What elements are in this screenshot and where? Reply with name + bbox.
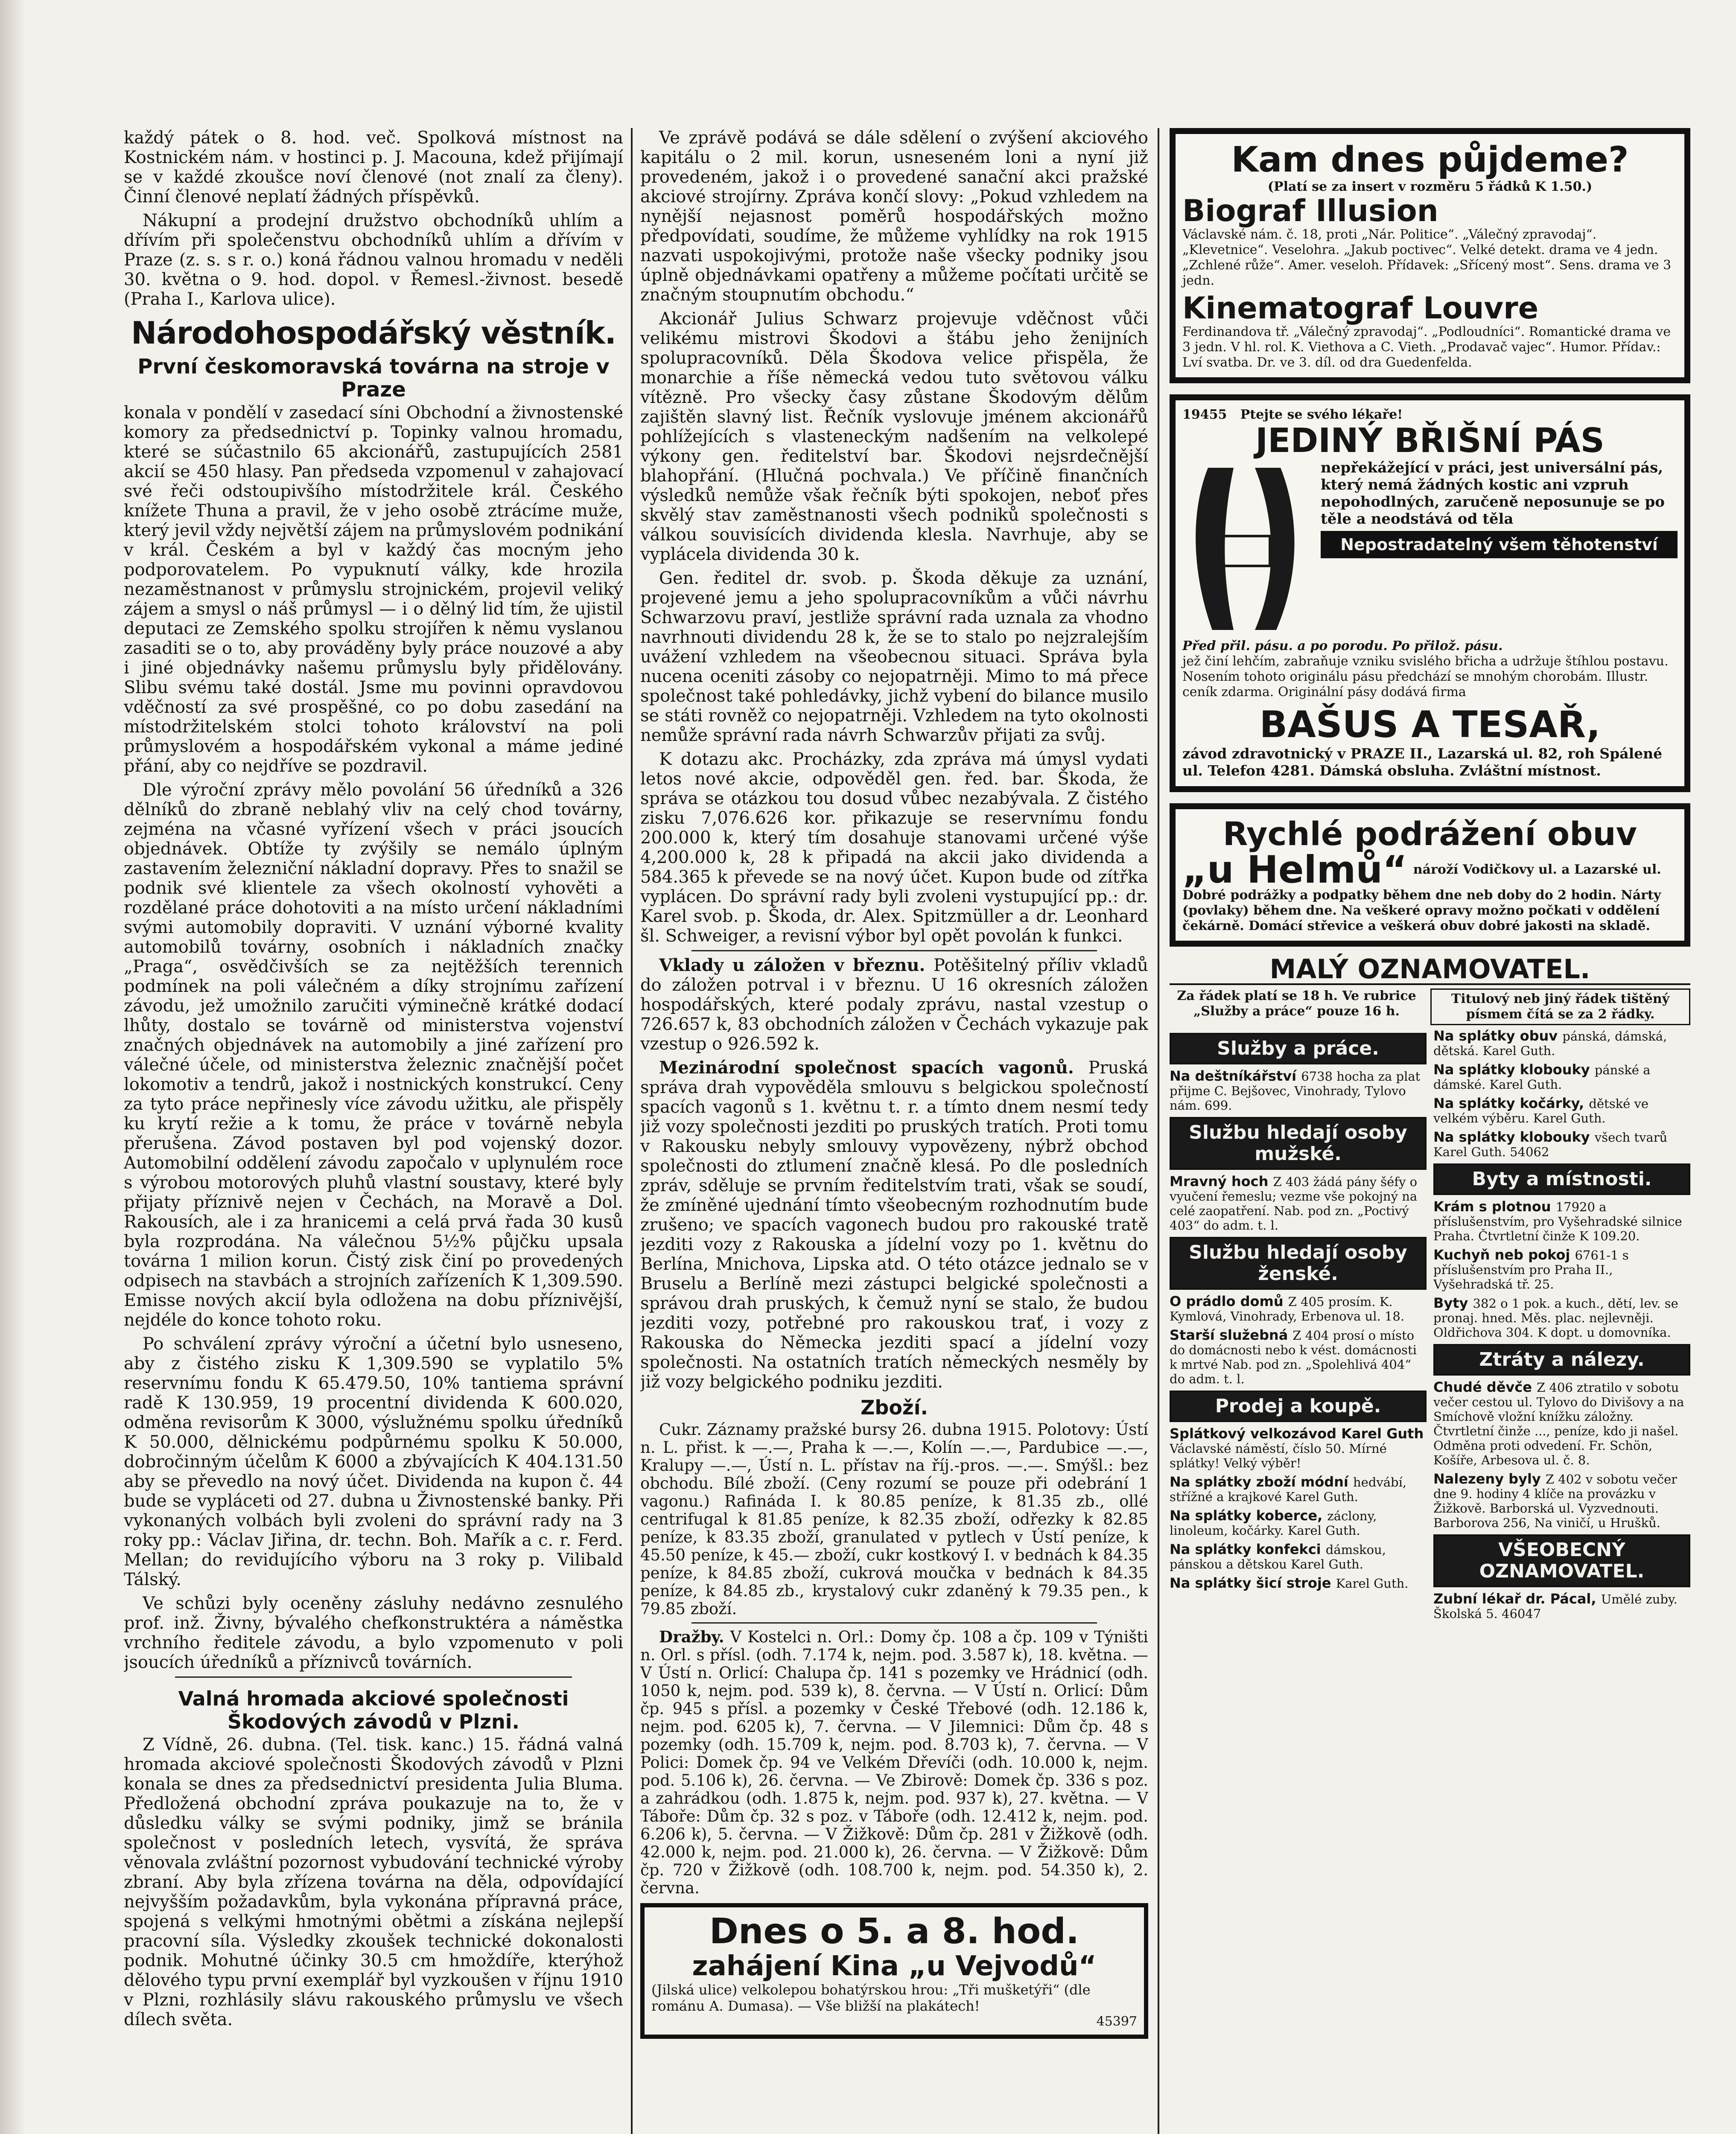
news-heading: Vklady u záložen v březnu. — [659, 955, 925, 975]
article-paragraph: Z Vídně, 26. dubna. (Tel. tisk. kanc.) 15. řádná valná hromada akciové společnosti Škodových závodů v Plzni konala se dnes za předsednictví presidenta Julia Bluma. Předložená obchodní zpráva poukazuje na to, že v důsledku války se svými podniky, jimž se bránila společnost v posledních letech, vysvítá, že správa věnovala zvláštní pozornost vybudování technické výroby zbraní. Aby byla zřízena továrna na děla, odpovídající nejvyšším požadavkům, byla vykonána přípravná práce, spojená s velkými hmotnými obětmi a získána nejlepší pracovní síla. Výsledky zkoušek technické dokonalosti podnik. Mohutné účinky 30.5 cm hmoždíře, kterýhož dělového typu první exemplář byl vyzkoušen v říjnu 1910 v Plzni, rozhlásily slávu rakouského průmyslu ve všech dílech světa. — [124, 1735, 623, 2029]
classified-ad-heading: Chudé děvče — [1433, 1379, 1537, 1395]
classified-ad-heading: Zubní lékař dr. Pácal, — [1433, 1591, 1601, 1607]
article-paragraph: K dotazu akc. Procházky, zda zpráva má úmysl vydati letos nové akcie, odpověděl gen. řed. bar. Škoda, že správa se otázkou tou dosud vůbec nezabývala. Z čistého zisku 7,076.626 kor. přikazuje se reservnímu fondu 200.000 k, který tím dosahuje stanovami určené výše 4,200.000 k, 28 k připadá na akcii jako dividenda a 584.365 k převede se na nový účet. Kupon bude od zítřka vyplácen. Do správní rady byli zvoleni vystupující pp.: dr. Karel svob. p. Škoda, dr. Alex. Spitzmüller a dr. Leonhard šl. Schweiger, a revisní výbor byl opět povolán k funkci. — [640, 749, 1148, 946]
classified-ad — [1170, 1508, 1427, 1538]
shoe-ad-location: nároží Vodičkovy ul. a Lazarské ul. — [1413, 862, 1661, 877]
classified-ad-text: záclony, linoleum, kočárky. Karel Guth. — [1170, 1509, 1377, 1538]
column-rule — [1158, 128, 1159, 2134]
news-text: Potěšitelný příliv vkladů do záložen potrval i v březnu. U 16 okresních záložen hospodářských, které podaly zprávu, nastal vzestup o 726.657 k, 83 obchodních záložen v Čechách vykazuje pak vzestup o 926.592 k. — [640, 956, 1148, 1054]
classified-ad — [1433, 1248, 1690, 1291]
section-title: Národohospodářský věstník. — [131, 315, 616, 351]
article-paragraph: Ve schůzi byly oceněny zásluhy nedávno zesnulého prof. inž. Živny, bývalého chefkonstruktéra a náměstka vrchního ředitele závodu, a bylo vzpomenuto v poli jsoucích úředníků a příznivců továrních. — [124, 1594, 623, 1672]
classified-ad-text: dětské ve velkém výběru. Karel Guth. — [1433, 1096, 1649, 1125]
classified-ad — [1170, 1294, 1427, 1324]
shoe-ad-brand: „u Helmů“ — [1182, 848, 1407, 892]
cinema-ad-number: 45397 — [1096, 2014, 1137, 2029]
divider — [691, 1622, 1097, 1624]
classified-ad — [1170, 1328, 1427, 1386]
classified-ad — [1170, 1475, 1427, 1504]
guide-title: Kam dnes půjdeme? — [1231, 140, 1629, 180]
ad-number: 19455 — [1182, 407, 1227, 422]
belt-illustration — [1182, 459, 1310, 638]
classified-ad-text: Umělé zuby. Školská 5. 46047 — [1433, 1592, 1678, 1621]
classified-ad-text: Z 402 v sobotu večer dne 9. hodiny 4 klíče na provázku v Žižkově. Barborská ul. Vyzvednouti. Barborova 256, Na viničí, u Hrušků. — [1433, 1472, 1678, 1530]
classified-ad-heading: Na deštníkářství — [1170, 1068, 1301, 1084]
column-rule — [631, 128, 633, 2134]
classified-ad — [1433, 1380, 1690, 1467]
article-paragraph: konala v pondělí v zasedací síni Obchodní a živnostenské komory za předsednictví p. Topinky valnou hromadu, které se súčastnilo 65 akcionářů, zastupujících 2581 akcií se 450 hlasy. Pan předseda vzpomenul v zahajovací své řeči odstoupivšího místodržitele král. Českého knížete Thuna a pravil, že v jeho osobě ztrácíme muže, který jevil vždy největší zájem na průmyslovém podnikání v král. Českém a byl v každý čas mocným jeho podporovatelem. Po vypuknutí války, kde hrozila nezaměstnanost v průmyslu strojnickém, projevil veliký zájem a smysl o náš průmysl — i o dělný lid tím, že ujistil deputaci ze Zemského spolku strojířen k němu vyslanou zasaditi se o to, aby prováděny byly práce nouzové a aby i jiné objednávky našemu průmyslu byly přidělovány. Slibu svému také dostál. Jsme mu povinni opravdovou vděčností za své prospěšné, co po dobu zasedání na místodržitelském stolci tohoto království na poli průmyslovém a hospodářském vykonal a máme jediné přání, aby co nejdříve se pozdravil. — [124, 403, 623, 776]
cinema-ad-text: (Jilská ulice) velkolepou bohatýrskou hrou: „Tři mušketýři“ (dle románu A. Dumasa). — Vše bližší na plakátech! — [651, 1982, 1091, 2014]
column-2 — [640, 128, 1148, 2134]
classified-ad — [1170, 1426, 1427, 1470]
belt-ad-text: nepřekážející v práci, jest universální pás, který nemá žádných kostic ani vzpruh nepohodlných, zaručeně neposunuje se po těle a neodstává od těla — [1321, 459, 1665, 528]
cinema-name: Kinematograf Louvre — [1182, 291, 1539, 326]
classified-ad-text: všech tvarů Karel Guth. 54062 — [1433, 1130, 1668, 1159]
classified-ad-heading: Kuchyň neb pokoj — [1433, 1247, 1575, 1263]
classified-ad-heading: Na splátky koberce, — [1170, 1507, 1328, 1524]
classified-ad — [1433, 1199, 1690, 1243]
article-paragraph: Akcionář Julius Schwarz projevuje vděčnost vůči velikému mistrovi Škodovi a štábu jeho ženijních spolupracovníků. Děla Škodova velice přispěla, že monarchie a říše německá vedou tuto světovou válku vítězně. Pro všecky časy zůstane Škodovým dělům zajištěn slavný list. Řečník vyslovuje jménem akcionářů pohlížejících s vlasteneckým nadšením na velkolepé výkony gen. ředitelství bar. Škodovi nejsrdečnější blahopřání. (Hlučná pochvala.) Ve příčině finančních výsledků nemůže však řečník býti spokojen, neboť přes skvělý stav zaměstnanosti všech podniků společnosti s válkou souvisících dividenda klesla. Navrhuje, aby se vyplácela dividenda 30 k. — [640, 309, 1148, 564]
article-paragraph: Gen. ředitel dr. svob. p. Škoda děkuje za uznání, projevené jemu a jeho spolupracovníkům a vůči návrhu Schwarzovu praví, jestliže správní rada uznala za vhodno navrhnouti dividendu 28 k, že se to stalo po nejzralejším uvážení vzhledem na všeobecnou situaci. Správa byla nucena oceniti zásoby co nejopatrněji. Mimo to má přece společnost také pohledávky, jichž vybení do bilance musilo se státi rovněž co nejopatrněji. Vzhledem na tyto okolnosti nemůže správní rada návrh Schwarzův přijati za svůj. — [640, 568, 1148, 745]
article-paragraph: Ve zprávě podává se dále sdělení o zvýšení akciového kapitálu o 2 mil. korun, usneseném loni a nyní již provedeném, jakož i o provedené sanační akci pražské akciové strojírny. Zpráva končí slovy: „Pokud vzhledem na nynější nejasnost poměrů hospodářských možno předpovídati, soudíme, že můžeme vyhlídky na rok 1915 nazvati uspokojivými, protože naše všecky podniky jsou úplně objednávkami opatřeny a můžeme počítati určitě se značným stoupnutím obchodu.“ — [640, 128, 1148, 305]
article-title: První českomoravská továrna na stroje v Praze — [137, 355, 610, 402]
classified-ad-text: Z 404 prosí o místo do domácnosti nebo k vést. domácnosti k mrtvé Nab. pod zn. „Spolehlivá 404“ do adm. t. l. — [1170, 1328, 1417, 1386]
classified-ad-heading: Na splátky konfekci — [1170, 1541, 1326, 1557]
classified-ad-text: Z 406 ztratilo v sobotu večer cestou ul. Tylovo do Divišovy a na Smíchově vložní knížku záložny. Čtvrtletní činže ..., peníze, kdo ji našel. Odměna proti odvedení. Fr. Schön, Košíře, Arbesova ul. č. 8. — [1433, 1380, 1684, 1467]
classified-ad-text: 6761-1 s příslušenstvím pro Praha II., Vyšehradská tř. 25. — [1433, 1248, 1629, 1291]
classifieds — [1170, 953, 1690, 1625]
classified-ad-heading: O prádlo domů — [1170, 1293, 1288, 1309]
classified-ad-heading: Na splátky klobouky — [1433, 1129, 1595, 1145]
classified-ad-text: Václavské náměstí, číslo 50. Mírné splátky! Velký výběr! — [1170, 1441, 1387, 1470]
classified-ad-text: pánské a dámské. Karel Guth. — [1433, 1063, 1651, 1092]
classifieds-note: Titulový neb jiný řádek tištěný písmem čítá se za 2 řádky. — [1430, 988, 1690, 1025]
classified-category: Ztráty a nálezy. — [1433, 1344, 1690, 1376]
belt-ad-title: JEDINÝ BŘIŠNÍ PÁS — [1255, 422, 1605, 460]
classified-ad — [1170, 1174, 1427, 1233]
column-3 — [1170, 128, 1690, 2134]
ad-subtitle: Ptejte se svého lékaře! — [1240, 407, 1403, 422]
belt-ad-text-2: jež činí lehčím, zabraňuje vzniku svislého břicha a udržuje štíhlou postavu. Nosením tohoto originálu pásu předchází se mnohým chorobám. Illustr. ceník zdarma. Originální pásy dodává firma — [1182, 654, 1669, 700]
classifieds-right — [1433, 1029, 1690, 1625]
classified-category: VŠEOBECNÝ OZNAMOVATEL. — [1433, 1534, 1690, 1587]
classified-ad-heading: Nalezeny byly — [1433, 1471, 1546, 1487]
classifieds-pricing: Za řádek platí se 18 h. Ve rubrice „Služby a práce“ pouze 16 h. — [1177, 988, 1416, 1019]
classified-category: Službu hledají osoby ženské. — [1170, 1237, 1427, 1290]
classified-ad-text: Z 403 žádá pány šéfy o vyučení řemeslu; vezme vše pokojný na celé zaopatření. Nab. pod zn. „Poctivý 403“ do adm. t. l. — [1170, 1175, 1418, 1233]
classified-ad — [1433, 1592, 1690, 1621]
classified-ad-text: pánská, dámská, dětská. Karel Guth. — [1433, 1029, 1667, 1058]
divider — [175, 1676, 572, 1678]
cinema-program: Ferdinandova tř. „Válečný zpravodaj“. „Podloudníci“. Romantické drama ve 3 jedn. V hl. rol. K. Viethova a C. Vieth. „Prodavač vajec“. Humor. Přídav.: Lví svatba. Dr. ve 3. díl. od dra Guedenfelda. — [1182, 324, 1671, 370]
classified-ad-heading: Mravný hoch — [1170, 1173, 1273, 1189]
classified-ad-heading: Na splátky obuv — [1433, 1028, 1563, 1044]
divider — [691, 950, 1097, 951]
classified-category: Službu hledají osoby mužské. — [1170, 1117, 1427, 1170]
classified-ad-heading: Krám s plotnou — [1433, 1198, 1556, 1215]
cinema-ad-title: Dnes o 5. a 8. hod. — [709, 1911, 1080, 1952]
classified-ad-text: hedvábí, střížné a krajkové Karel Guth. — [1170, 1475, 1407, 1504]
belt-ad-captions: Před přil. pásu. a po porodu. Po přilož. pásu. — [1182, 638, 1503, 653]
cinema-name: Biograf Illusion — [1182, 193, 1438, 228]
cinema-program: Václavské nám. č. 18, proti „Nár. Politice“. „Válečný zpravodaj“. „Klevetnice“. Veselohra. „Jakub poctivec“. Velké detekt. drama ve 4 jedn. „Zchlené růže“. Amer. veseloh. Přídavek: „Sřícený most“. Sens. drama ve 3 jedn. — [1182, 227, 1672, 288]
classified-category: Služby a práce. — [1170, 1033, 1427, 1064]
news-heading: Mezinárodní společnost spacích vagonů. — [659, 1058, 1074, 1078]
shoe-ad-text: Dobré podrážky a podpatky během dne neb doby do 2 hodin. Nárty (povlaky) během dne. Na veškeré opravy možno počkati v oddělení čekárně. Domácí střevice a veškerá obuv dobré jakosti na skladě. — [1182, 888, 1661, 933]
classified-ad — [1433, 1029, 1690, 1058]
article-title: Valná hromada akciové společnosti Škodových závodů v Plzni. — [178, 1687, 569, 1733]
classified-ad — [1433, 1130, 1690, 1159]
news-text: Pruská správa drah vypověděla smlouvu s belgickou společností spacích vagonů s 1. květnu t. r. a tímto dnem nesmí tedy již vozy společnosti jezditi po pruských tratích. Proti tomu v Rakousku nebyly smlouvy vypovězeny, nýbrž obchod společnosti do ztlumení značně klesá. Po dle posledních zpráv, sděluje se prvním ředitelstvím trati, však se soudí, že zmíněné ujednání tímto všeobecným rozhodnutím bude zrušeno; ve spacích vagonech budou pro rakouské tratě jezditi vozy z Rakouska a jídelní vozy po 1. květnu do Berlína, Mnichova, Lipska atd. O této otázce jednalo se v Bruselu a Berlíně mezi zástupci belgické společnosti a správou drah pruských, k čemuž nyní se stalo, že budou jezditi vozy, potřebné pro rakouskou trať, i vozy z Rakouska do Německa jezditi spací a jídelní vozy společnosti. Na ostatních tratích německých nesměly by již vozy belgického podniku jezditi. — [640, 1058, 1148, 1392]
classified-ad-text: 6738 hocha za plat přijme C. Bejšovec, Vinohrady, Tylovo nám. 699. — [1170, 1069, 1421, 1113]
classified-ad — [1433, 1062, 1690, 1092]
cinema-advertisement — [640, 1903, 1148, 2039]
classified-ad-heading: Byty — [1433, 1295, 1473, 1311]
belt-advertisement — [1170, 394, 1690, 792]
classifieds-title: MALÝ OZNAMOVATEL. — [1170, 958, 1690, 985]
entertainment-guide — [1170, 128, 1690, 383]
shoe-ad-title: Rychlé podrážení obuv — [1222, 815, 1637, 853]
classified-category: Byty a místnosti. — [1433, 1163, 1690, 1195]
scan-edge — [0, 0, 26, 2134]
classified-ad-heading: Na splátky klobouky — [1433, 1061, 1595, 1078]
company-address: závod zdravotnický v PRAZE II., Lazarská ul. 82, roh Spálené ul. Telefon 4281. Dámská obsluha. Zvláštní místnost. — [1182, 745, 1663, 779]
market-report: Cukr. Záznamy pražské bursy 26. dubna 1915. Polotovy: Ústí n. L. přist. k —.—, Praha k —.—, Kolín —.—, Pardubice —.—, Kralupy —.—, Ústí n. L. přístav na říj.-pros. —.—. Smýšl.: bez obchodu. Bílé zboží. (Ceny rozumí se pouze při odebrání 1 vagonu.) Rafináda I. k 80.85 peníze, k 81.35 zb., ollé centrifugal k 81.85 peníze, k 82.35 zboží, odřezky k 82.85 peníze, k 83.35 zboží, granulated v pytlech v Ústí peníze, k 45.50 peníze, k 45.— zboží, cukr kostkový I. v bednách k 84.35 peníze, k 84.85 zboží, cukrová moučka v bednách k 84.35 peníze, k 84.85 zb., krystalový cukr zdaněný k 79.35 pen., k 79.85 zboží. — [640, 1420, 1148, 1618]
classified-ad-heading: Na splátky šicí stroje — [1170, 1575, 1336, 1591]
auction-list: V Kostelci n. Orl.: Domy čp. 108 a čp. 109 v Týništi n. Orl. s přísl. (odh. 7.174 k, nejm. pod. 3.587 k), 18. května. — V Ústí n. Orlicí: Chalupa čp. 141 s pozemky ve Hrádnicí (odh. 1050 k, nejm. pod. 539 k), 8. června. — V Ústí n. Orlicí: Dům čp. 945 s přísl. a pozemky v České Třebové (odh. 12.186 k, nejm. pod. 6205 k), 7. června. — V Jilemnici: Dům čp. 48 s pozemky (odh. 15.709 k, nejm. pod. 8.703 k), 7. června. — V Polici: Domek čp. 94 ve Velkém Dřevíči (odh. 10.000 k, nejm. pod. 5.106 k), 26. června. — Ve Zbirově: Domek čp. 336 s poz. a zahrádkou (odh. 1.875 k, nejm. pod. 937 k), 27. května. — V Táboře: Dům čp. 32 s poz. v Táboře (odh. 12.412 k, nejm. pod. 6.206 k), 5. června. — V Žižkově: Dům čp. 281 v Žižkově (odh. 42.000 k, nejm. pod. 21.000 k), 26. června. — V Žižkově: Dům čp. 720 v Žižkově (odh. 108.700 k, nejm. pod. 54.350 k), 2. června. — [640, 1628, 1148, 1897]
guide-note: (Platí se za insert v rozměru 5 řádků K 1.50.) — [1267, 179, 1593, 194]
classified-category: Prodej a koupě. — [1170, 1391, 1427, 1422]
classified-ad — [1433, 1296, 1690, 1340]
column-1 — [124, 128, 623, 2134]
classified-ad-text: Karel Guth. — [1336, 1576, 1409, 1591]
classified-ad-heading: Na splátky kočárky, — [1433, 1095, 1589, 1111]
classified-ad-heading: Splátkový velkozávod Karel Guth — [1170, 1426, 1424, 1442]
article-paragraph: Dle výroční zprávy mělo povolání 56 úředníků a 326 dělníků do zbraně neblahý vliv na celý chod továrny, zejména na včasné vyřízení všech v práci jsoucích objednávek. Obtíže ty zvýšily se nemálo úplným zastavením železniční nákladní dopravy. Přes to snažil se podnik své klientele za všech okolností vyhověti a rozdělané práce dohotoviti a na místo určení nákladními svými automobily dopraviti. V uznání výborné kvality automobilů továrny, osobních i nákladních značky „Praga“, osvědčivších se za nejtěžších terennich podmínek na poli válečném a díky strojnímu zařízení závodu, jež umožnilo zaručiti výminečně krátké dodací lhůty, dostalo se továrně od ministerstva vojenství značných objednávek na automobily a jiné zařízení pro válečné účele, od ministerstva železnic značnější počet lokomotiv a tendrů, jakož i nostnických konstrukcí. Ceny za tyto práce nepřinesly více závodu užitku, ale přispěly ku krytí režie a k tomu, že práce v továrně nebyla přerušena. Závod postaven byl pod vojenský dozor. Automobilní oddělení závodu započalo v uplynulém roce s výrobou motorových pluhů vlastní soustavy, které byly přijaty příznivě nejen v Čechách, na Moravě a Dol. Rakousích, ale i za hranicemi a celá prvá řada 30 kusů byla rozprodána. Na válečnou 5½% půjčku upsala továrna 1 milion korun. Čistý zisk činí po provedených odpisech na stavbách a strojních zařízeních K 1,309.590. Emisse nových akcií byla odložena na dobu příznivější, nejdéle do konce tohoto roku. — [124, 780, 623, 1330]
classified-ad-text: dámskou, pánskou a dětskou Karel Guth. — [1170, 1542, 1386, 1571]
shoe-repair-advertisement — [1170, 803, 1690, 947]
cooperative-notice: Nákupní a prodejní družstvo obchodníků uhlím a dřívím při společenstvu obchodníků uhlím a dřívím v Praze (z. s. s r. o.) koná řádnou valnou hromadu v neděli 30. května o 9. hod. dopol. v Řemesl.-živnost. besedě (Praha I., Karlova ulice). — [124, 211, 623, 309]
classified-ad — [1170, 1576, 1427, 1591]
news-heading: Dražby. — [659, 1627, 724, 1646]
article-paragraph: Po schválení zprávy výroční a účetní bylo usneseno, aby z čistého zisku K 1,309.590 se vyplatilo 5% reservnímu fondu K 65.479.50, 10% tantiema správní radě K 130.959, 19 procentní dividenda K 600.020, odměna revisorům K 3000, výslužnému spolku úředníků K 50.000, dělnickému podpůrnému spolku K 50.000, dobročinným účelům K 6000 a zbývajících K 404.131.50 aby se převedlo na nový účet. Dividenda na kupon č. 44 bude se vypláceti od 27. dubna u Živnostenské banky. Při vykonaných volbách byli zvoleni do správní rady na 3 roky pp.: Václav Jiřina, dr. techn. Boh. Mařík a c. r. Ferd. Mellan; do revidujícího výboru na 3 roky p. Vilibald Tálský. — [124, 1334, 623, 1589]
classified-ad — [1433, 1096, 1690, 1125]
classified-ad-text: 382 o 1 pok. a kuch., dětí, lev. se pronaj. hned. Měs. plac. nejlevněji. Oldřichova 304. K dopt. u domovníka. — [1433, 1296, 1678, 1340]
classifieds-left — [1170, 1029, 1427, 1625]
company-name: BAŠUS A TESAŘ, — [1259, 703, 1601, 746]
classified-ad-text: 17920 a příslušenstvím, pro Vyšehradské silnice Praha. Čtvrtletní činže K 109.20. — [1433, 1200, 1682, 1243]
classified-ad — [1170, 1542, 1427, 1571]
classified-ad — [1170, 1069, 1427, 1113]
club-notice: každý pátek o 8. hod. več. Spolková místnost na Kostnickém nám. v hostinci p. J. Macouna, kdež přijímají se v každé zkoušce noví členové (not znalí za členy). Činní členové neplatí žádných příspěvků. — [124, 128, 623, 207]
classified-ad-text: Z 405 prosím. K. Kymlová, Vinohrady, Erbenova ul. 18. — [1170, 1294, 1405, 1324]
cinema-ad-subtitle: zahájení Kina „u Vejvodů“ — [692, 1950, 1097, 1982]
classified-ad — [1433, 1472, 1690, 1530]
classified-ad-heading: Starší služebná — [1170, 1327, 1293, 1343]
classified-ad-heading: Na splátky zboží módní — [1170, 1474, 1353, 1490]
belt-ad-highlight: Nepostradatelný všem těhotenství — [1321, 531, 1678, 558]
section-heading: Zboží. — [861, 1396, 928, 1419]
